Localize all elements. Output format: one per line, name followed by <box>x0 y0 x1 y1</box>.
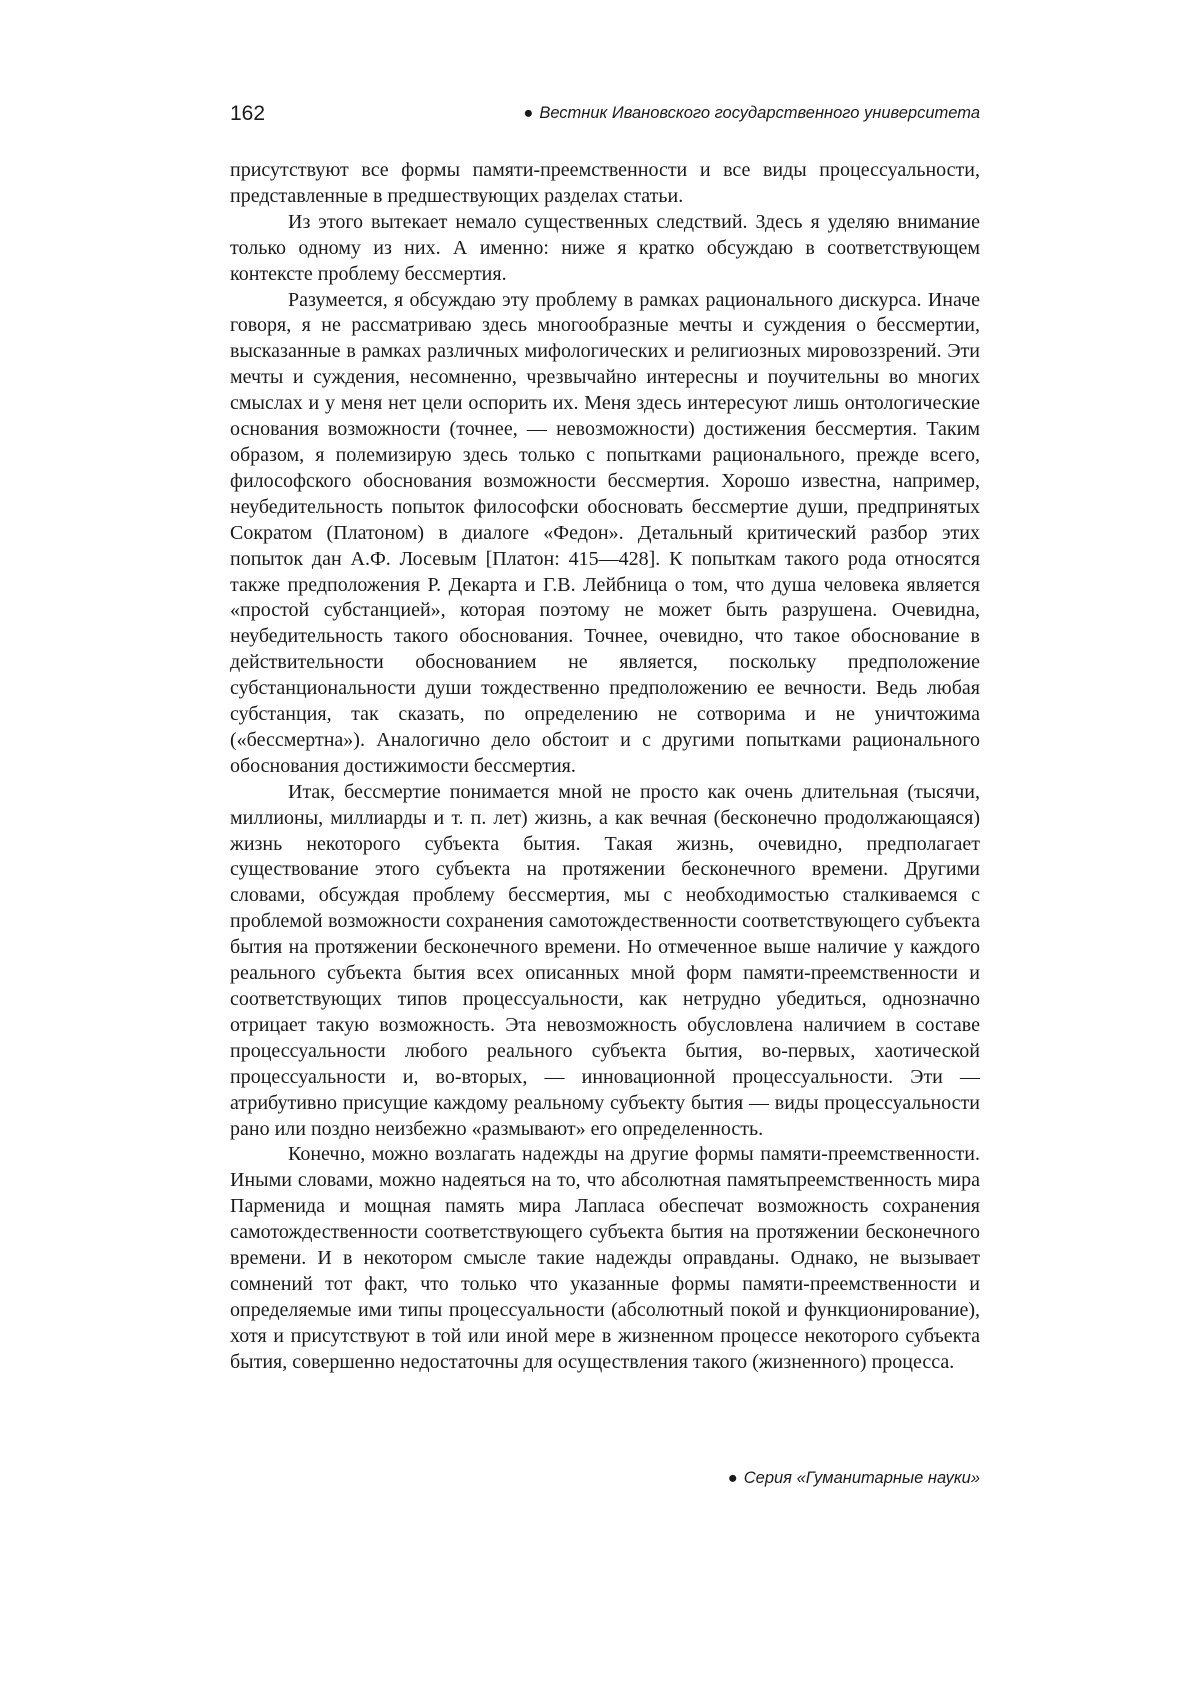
journal-title <box>523 104 980 123</box>
paragraph-memory-forms: Конечно, можно возлагать надежды на другие формы памяти-преемственности. Иными словами, можно надеяться на то, что абсолютная памятьпреемственность мира Парменида и мощная память мира Лапласа обеспечат возможность сохранения самотождественности соответствующего субъекта бытия на протяжении бесконечного времени. И в некотором смысле такие надежды оправданы. Однако, не вызывает сомнений тот факт, что только что указанные формы памяти-преемственности и определяемые ими типы процессуальности (абсолютный покой и функционирование), хотя и присутствуют в той или иной мере в жизненном процессе некоторого субъекта бытия, совершенно недостаточны для осуществления такого (жизненного) процесса. <box>230 1142 980 1375</box>
page-number: 162 <box>230 102 265 126</box>
bullet-icon: ● <box>523 104 533 123</box>
paragraph-consequences: Из этого вытекает немало существенных следствий. Здесь я уделяю внимание только одному из них. А именно: ниже я кратко обсуждаю в соответствующем контексте проблему бессмертия. <box>230 210 980 288</box>
bullet-icon: ● <box>728 1469 738 1488</box>
journal-title-text: Вестник Ивановского государственного университета <box>539 104 980 122</box>
page-header <box>230 102 980 130</box>
page-footer <box>728 1469 980 1488</box>
article-body <box>230 158 980 1376</box>
paragraph-continuation: присутствуют все формы памяти-преемственности и все виды процессуальности, представленные в предшествующих разделах статьи. <box>230 158 980 210</box>
series-title: Серия «Гуманитарные науки» <box>744 1469 980 1487</box>
paragraph-immortality-definition: Итак, бессмертие понимается мной не просто как очень длительная (тысячи, миллионы, миллиарды и т. п. лет) жизнь, а как вечная (бесконечно продолжающаяся) жизнь некоторого субъекта бытия. Такая жизнь, очевидно, предполагает существование этого субъекта на протяжении бесконечного времени. Другими словами, обсуждая проблему бессмертия, мы с необходимостью сталкиваемся с проблемой возможности сохранения самотождественности соответствующего субъекта бытия на протяжении бесконечного времени. Но отмеченное выше наличие у каждого реального субъекта бытия всех описанных мной форм памяти-преемственности и соответствующих типов процессуальности, как нетрудно убедиться, однозначно отрицает такую возможность. Эта невозможность обусловлена наличием в составе процессуальности любого реального субъекта бытия, во-первых, хаотической процессуальности и, во-вторых, — инновационной процессуальности. Эти — атрибутивно присущие каждому реальному субъекту бытия — виды процессуальности рано или поздно неизбежно «размывают» его определенность. <box>230 780 980 1143</box>
paragraph-rational-discourse: Разумеется, я обсуждаю эту проблему в рамках рационального дискурса. Иначе говоря, я не рассматриваю здесь многообразные мечты и суждения о бессмертии, высказанные в рамках различных мифологических и религиозных мировоззрений. Эти мечты и суждения, несомненно, чрезвычайно интересны и поучительны во многих смыслах и у меня нет цели оспорить их. Меня здесь интересуют лишь онтологические основания возможности (точнее, — невозможности) достижения бессмертия. Таким образом, я полемизирую здесь только с попытками рационального, прежде всего, философского обоснования возможности бессмертия. Хорошо известна, например, неубедительность попыток философски обосновать бессмертие души, предпринятых Сократом (Платоном) в диалоге «Федон». Детальный критический разбор этих попыток дан А.Ф. Лосевым [Платон: 415—428]. К попыткам такого рода относятся также предположения Р. Декарта и Г.В. Лейбница о том, что душа человека является «простой субстанцией», которая поэтому не может быть разрушена. Очевидна, неубедительность такого обоснования. Точнее, очевидно, что такое обоснование в действительности обоснованием не является, поскольку предположение субстанциональности души тождественно предположению ее вечности. Ведь любая субстанция, так сказать, по определению не сотворима и не уничтожима («бессмертна»). Аналогично дело обстоит и с другими попытками рационального обоснования достижимости бессмертия. <box>230 288 980 780</box>
